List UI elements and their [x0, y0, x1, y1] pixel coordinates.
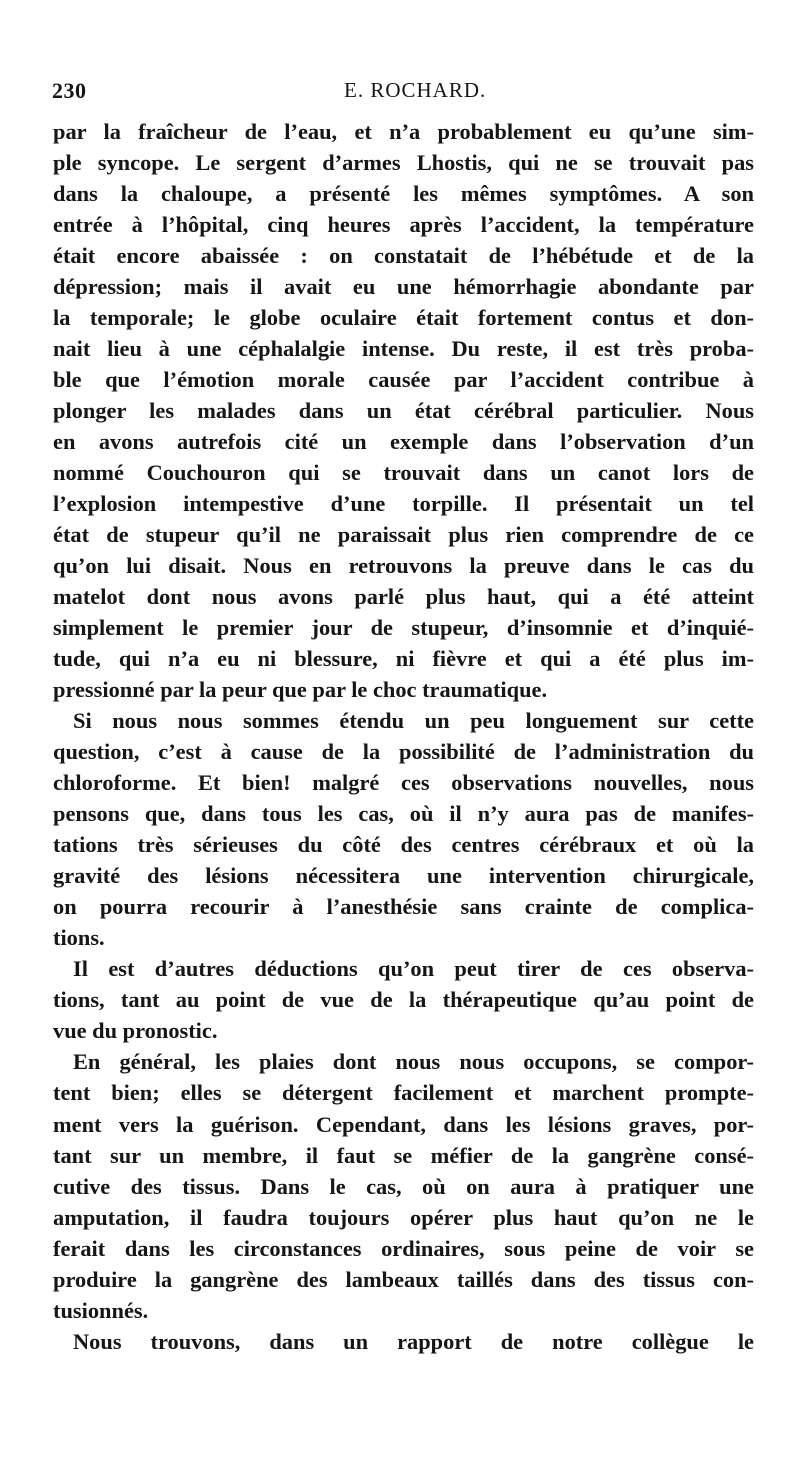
text-line: tent bien; elles se détergent facilement et marchent prompte- — [53, 1080, 754, 1106]
text-line: tusionnés. — [53, 1297, 149, 1323]
text-line: Il est d’autres déductions qu’on peut tirer de ces observa- — [73, 956, 754, 982]
text-line: produire la gangrène des lambeaux taillés dans des tissus con- — [53, 1266, 754, 1292]
text-line: question, c’est à cause de la possibilité de l’administration du — [53, 739, 754, 765]
text-line: cutive des tissus. Dans le cas, où on aura à pratiquer une — [53, 1173, 754, 1199]
text-line: la temporale; le globe oculaire était fortement contus et don- — [53, 305, 754, 331]
text-line: tions. — [53, 925, 105, 951]
text-line: matelot dont nous avons parlé plus haut, qui a été atteint — [53, 584, 754, 610]
text-line: tions, tant au point de vue de la thérapeutique qu’au point de — [53, 987, 754, 1013]
text-line: dépression; mais il avait eu une hémorrhagie abondante par — [53, 274, 754, 300]
page-number: 230 — [52, 78, 87, 103]
text-line: était encore abaissée : on constatait de l’hébétude et de la — [53, 243, 754, 269]
text-line: dans la chaloupe, a présenté les mêmes symptômes. A son — [53, 181, 754, 207]
text-line: état de stupeur qu’il ne paraissait plus rien comprendre de ce — [53, 522, 754, 548]
text-line: simplement le premier jour de stupeur, d’insomnie et d’inquié- — [53, 615, 754, 641]
text-line: nait lieu à une céphalalgie intense. Du reste, il est très proba- — [53, 336, 754, 362]
text-line: pressionné par la peur que par le choc traumatique. — [53, 677, 548, 703]
text-line: amputation, il faudra toujours opérer plus haut qu’on ne le — [53, 1204, 754, 1230]
text-line: pensons que, dans tous les cas, où il n’y aura pas de manifes- — [53, 801, 754, 827]
text-line: Si nous nous sommes étendu un peu longuement sur cette — [73, 708, 754, 734]
text-line: tations très sérieuses du côté des centres cérébraux et où la — [53, 832, 754, 858]
text-line: En général, les plaies dont nous nous occupons, se compor- — [73, 1049, 754, 1075]
text-line: tant sur un membre, il faut se méfier de la gangrène consé- — [53, 1142, 754, 1168]
text-line: tude, qui n’a eu ni blessure, ni fièvre et qui a été plus im- — [53, 646, 754, 672]
text-line: nommé Couchouron qui se trouvait dans un canot lors de — [53, 460, 754, 486]
body-text — [53, 116, 754, 1357]
text-line: par la fraîcheur de l’eau, et n’a probablement eu qu’une sim- — [53, 119, 754, 144]
text-line: gravité des lésions nécessitera une intervention chirurgicale, — [53, 863, 754, 889]
text-line: Nous trouvons, dans un rapport de notre collègue le — [73, 1328, 754, 1354]
text-line: ferait dans les circonstances ordinaires, sous peine de voir se — [53, 1235, 754, 1261]
text-line: ble que l’émotion morale causée par l’accident contribue à — [53, 367, 754, 393]
text-line: vue du pronostic. — [53, 1018, 218, 1044]
running-title: E. ROCHARD. — [344, 78, 487, 102]
text-line: en avons autrefois cité un exemple dans l’observation d’un — [53, 429, 754, 455]
text-line: plonger les malades dans un état cérébral particulier. Nous — [53, 398, 754, 424]
text-line: chloroforme. Et bien! malgré ces observations nouvelles, nous — [53, 770, 754, 796]
text-line: entrée à l’hôpital, cinq heures après l’accident, la température — [53, 212, 754, 238]
text-line: ple syncope. Le sergent d’armes Lhostis, qui ne se trouvait pas — [53, 150, 754, 176]
text-line: l’explosion intempestive d’une torpille. Il présentait un tel — [53, 491, 754, 517]
text-line: qu’on lui disait. Nous en retrouvons la preuve dans le cas du — [53, 553, 754, 579]
text-line: on pourra recourir à l’anesthésie sans crainte de complica- — [53, 894, 754, 920]
text-line: ment vers la guérison. Cependant, dans les lésions graves, por- — [53, 1111, 754, 1137]
running-header — [52, 78, 756, 114]
